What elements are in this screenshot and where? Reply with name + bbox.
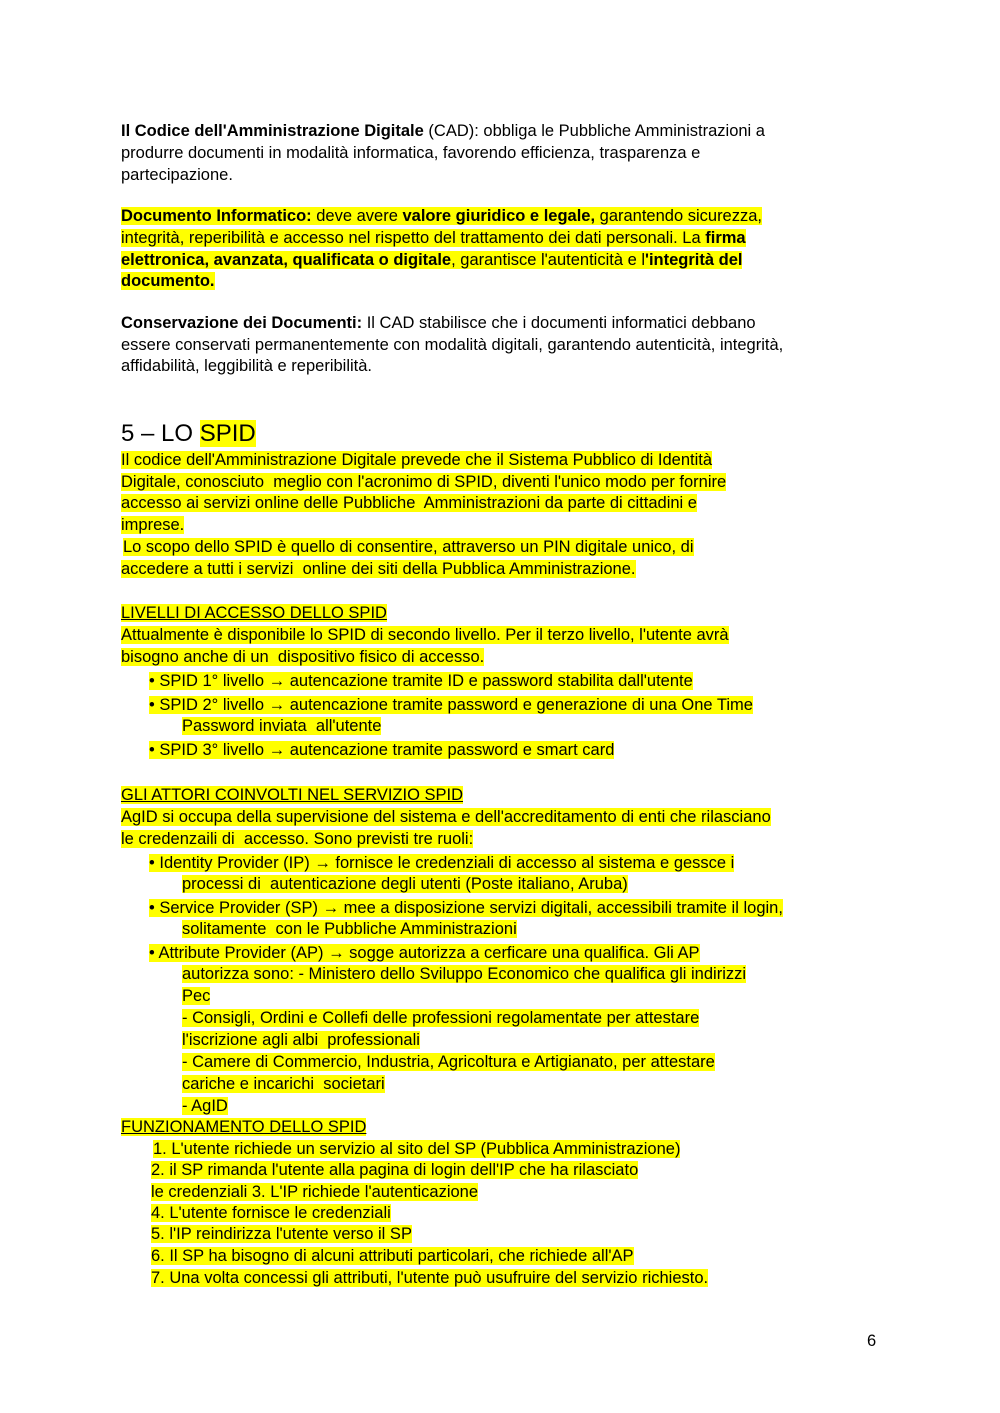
doc-info-text: integrità, reperibilità e accesso nel rispetto del trattamento dei dati personali. La: [121, 229, 706, 247]
attori-bullet-text: l'iscrizione agli albi professionali: [182, 1031, 420, 1049]
attori-bullet-3-cont-6: [182, 1074, 385, 1095]
section-title: SPID: [199, 420, 256, 447]
conservazione-term: Conservazione dei Documenti:: [121, 314, 363, 332]
doc-info-bold: documento.: [121, 272, 215, 290]
doc-info-term: Documento Informatico:: [121, 207, 312, 225]
attori-heading-text: GLI ATTORI COINVOLTI NEL SERVIZIO SPID: [121, 786, 463, 804]
attori-bullet-text: cariche e incarichi societari: [182, 1075, 385, 1093]
cad-line-1: [121, 121, 765, 142]
attori-bullet-text: solitamente con le Pubbliche Amministrazioni: [182, 920, 517, 938]
intro-line-6: [121, 559, 636, 580]
funzionamento-step-text: 7. Una volta concessi gli attributi, l'utente può usufruire del servizio richiesto.: [151, 1269, 709, 1287]
funzionamento-step-1: [153, 1139, 680, 1160]
doc-info-line-1: [121, 206, 762, 227]
livelli-bullet-text: • SPID 1° livello → autencazione tramite ID e password stabilita dall'utente: [149, 672, 693, 690]
doc-info-line-3: [121, 250, 742, 271]
funzionamento-step-text: 6. Il SP ha bisogno di alcuni attributi particolari, che richiede all'AP: [151, 1247, 634, 1265]
livelli-text: Attualmente è disponibile lo SPID di secondo livello. Per il terzo livello, l'utente avrà: [121, 626, 729, 644]
livelli-bullet-2: [149, 695, 753, 716]
funzionamento-step-6: [151, 1246, 634, 1267]
doc-info-bold: valore giuridico e legale,: [402, 207, 596, 225]
intro-line-4: [121, 515, 184, 536]
intro-text: Il codice dell'Amministrazione Digitale prevede che il Sistema Pubblico di Identità: [121, 451, 713, 469]
doc-info-text: , garantisce l'autenticità e l: [451, 251, 646, 269]
conservazione-line-3: affidabilità, leggibilità e reperibilità.: [121, 357, 373, 375]
attori-bullet-1: [149, 853, 734, 874]
intro-text: accesso ai servizi online delle Pubbliche Amministrazioni da parte di cittadini e: [121, 494, 697, 512]
attori-bullet-3-cont-7: [182, 1096, 228, 1117]
intro-line-5: [123, 537, 694, 558]
intro-text: Digitale, conosciuto meglio con l'acronimo di SPID, diventi l'unico modo per fornire: [121, 473, 727, 491]
attori-bullet-text: • Attribute Provider (AP) → sogge autorizza a cerficare una qualifica. Gli AP: [149, 944, 700, 962]
section-heading: [121, 420, 256, 448]
funzionamento-step-2-cont: [151, 1182, 478, 1203]
funzionamento-step-text: 1. L'utente richiede un servizio al sito del SP (Pubblica Amministrazione): [153, 1140, 681, 1158]
intro-text: imprese.: [121, 516, 185, 534]
cad-line-3: partecipazione.: [121, 166, 233, 184]
attori-bullet-2: [149, 898, 783, 919]
attori-line-1: [121, 807, 771, 828]
funzionamento-step-2: [151, 1160, 638, 1181]
cad-line-2: produrre documenti in modalità informatica, favorendo efficienza, trasparenza e: [121, 144, 701, 162]
doc-info-text: garantendo sicurezza,: [595, 207, 762, 225]
attori-bullet-3: [149, 943, 700, 964]
attori-bullet-3-cont-3: [182, 1008, 699, 1029]
doc-info-bold: firma: [705, 229, 746, 247]
attori-bullet-2-cont: [182, 919, 517, 940]
livelli-heading: [121, 603, 387, 624]
intro-text: accedere a tutti i servizi online dei siti della Pubblica Amministrazione.: [121, 560, 636, 578]
livelli-bullet-2-cont: [182, 716, 381, 737]
funzionamento-step-7: [151, 1268, 708, 1289]
attori-bullet-3-cont-5: [182, 1052, 715, 1073]
attori-bullet-text: Pec: [182, 987, 211, 1005]
funzionamento-heading: [121, 1117, 366, 1138]
attori-bullet-text: autorizza sono: - Ministero dello Sviluppo Economico che qualifica gli indirizzi: [182, 965, 747, 983]
attori-text: AgID si occupa della supervisione del sistema e dell'accreditamento di enti che rilasciano: [121, 808, 771, 826]
livelli-bullet-text: • SPID 2° livello → autencazione tramite password e generazione di una One Time: [149, 696, 753, 714]
livelli-bullet-1: [149, 671, 693, 692]
funzionamento-step-text: le credenziali 3. L'IP richiede l'autenticazione: [151, 1183, 479, 1201]
attori-bullet-text: • Service Provider (SP) → mee a disposizione servizi digitali, accessibili tramite il login,: [149, 899, 783, 917]
livelli-line-1: [121, 625, 729, 646]
livelli-bullet-3: [149, 740, 614, 761]
doc-info-bold: elettronica, avanzata, qualificata o digitale: [121, 251, 452, 269]
attori-bullet-3-cont-2: [182, 986, 210, 1007]
attori-bullet-text: - AgID: [182, 1097, 228, 1115]
funzionamento-step-text: 4. L'utente fornisce le credenziali: [151, 1204, 391, 1222]
intro-line-3: [121, 493, 697, 514]
attori-bullet-text: processi di autenticazione degli utenti (Poste italiano, Aruba): [182, 875, 628, 893]
livelli-bullet-text: Password inviata all'utente: [182, 717, 382, 735]
attori-heading: [121, 785, 463, 806]
livelli-text: bisogno anche di un dispositivo fisico di accesso.: [121, 648, 485, 666]
attori-bullet-text: - Camere di Commercio, Industria, Agricoltura e Artigianato, per attestare: [182, 1053, 715, 1071]
intro-text: Lo scopo dello SPID è quello di consentire, attraverso un PIN digitale unico, di: [123, 538, 694, 556]
conservazione-line-1: [121, 313, 756, 334]
doc-info-bold: 'integrità del: [645, 251, 743, 269]
funzionamento-heading-text: FUNZIONAMENTO DELLO SPID: [121, 1118, 367, 1136]
attori-line-2: [121, 829, 473, 850]
funzionamento-step-text: 5. l'IP reindirizza l'utente verso il SP: [151, 1225, 412, 1243]
intro-line-1: [121, 450, 712, 471]
attori-bullet-1-cont: [182, 874, 628, 895]
cad-text: (CAD): obbliga le Pubbliche Amministrazioni a: [423, 122, 765, 140]
attori-bullet-text: - Consigli, Ordini e Collefi delle professioni regolamentate per attestare: [182, 1009, 700, 1027]
cad-term: Il Codice dell'Amministrazione Digitale: [121, 122, 424, 140]
funzionamento-step-text: 2. il SP rimanda l'utente alla pagina di login dell'IP che ha rilasciato: [151, 1161, 639, 1179]
livelli-line-2: [121, 647, 484, 668]
attori-text: le credenzaili di accesso. Sono previsti tre ruoli:: [121, 830, 474, 848]
livelli-bullet-text: • SPID 3° livello → autencazione tramite password e smart card: [149, 741, 615, 759]
intro-line-2: [121, 472, 726, 493]
conservazione-line-2: essere conservati permanentemente con modalità digitali, garantendo autenticità, integrità,: [121, 336, 784, 354]
attori-bullet-3-cont-1: [182, 964, 746, 985]
attori-bullet-3-cont-4: [182, 1030, 420, 1051]
doc-info-text: deve avere: [311, 207, 403, 225]
doc-info-line-2: [121, 228, 746, 249]
funzionamento-step-4: [151, 1203, 391, 1224]
conservazione-text: Il CAD stabilisce che i documenti informatici debbano: [362, 314, 756, 332]
attori-bullet-text: • Identity Provider (IP) → fornisce le credenziali di accesso al sistema e gessce i: [149, 854, 735, 872]
section-number: 5 – LO: [121, 420, 200, 447]
funzionamento-step-5: [151, 1224, 412, 1245]
page-number: 6: [867, 1332, 877, 1350]
livelli-heading-text: LIVELLI DI ACCESSO DELLO SPID: [121, 604, 387, 622]
doc-info-line-4: [121, 271, 215, 292]
